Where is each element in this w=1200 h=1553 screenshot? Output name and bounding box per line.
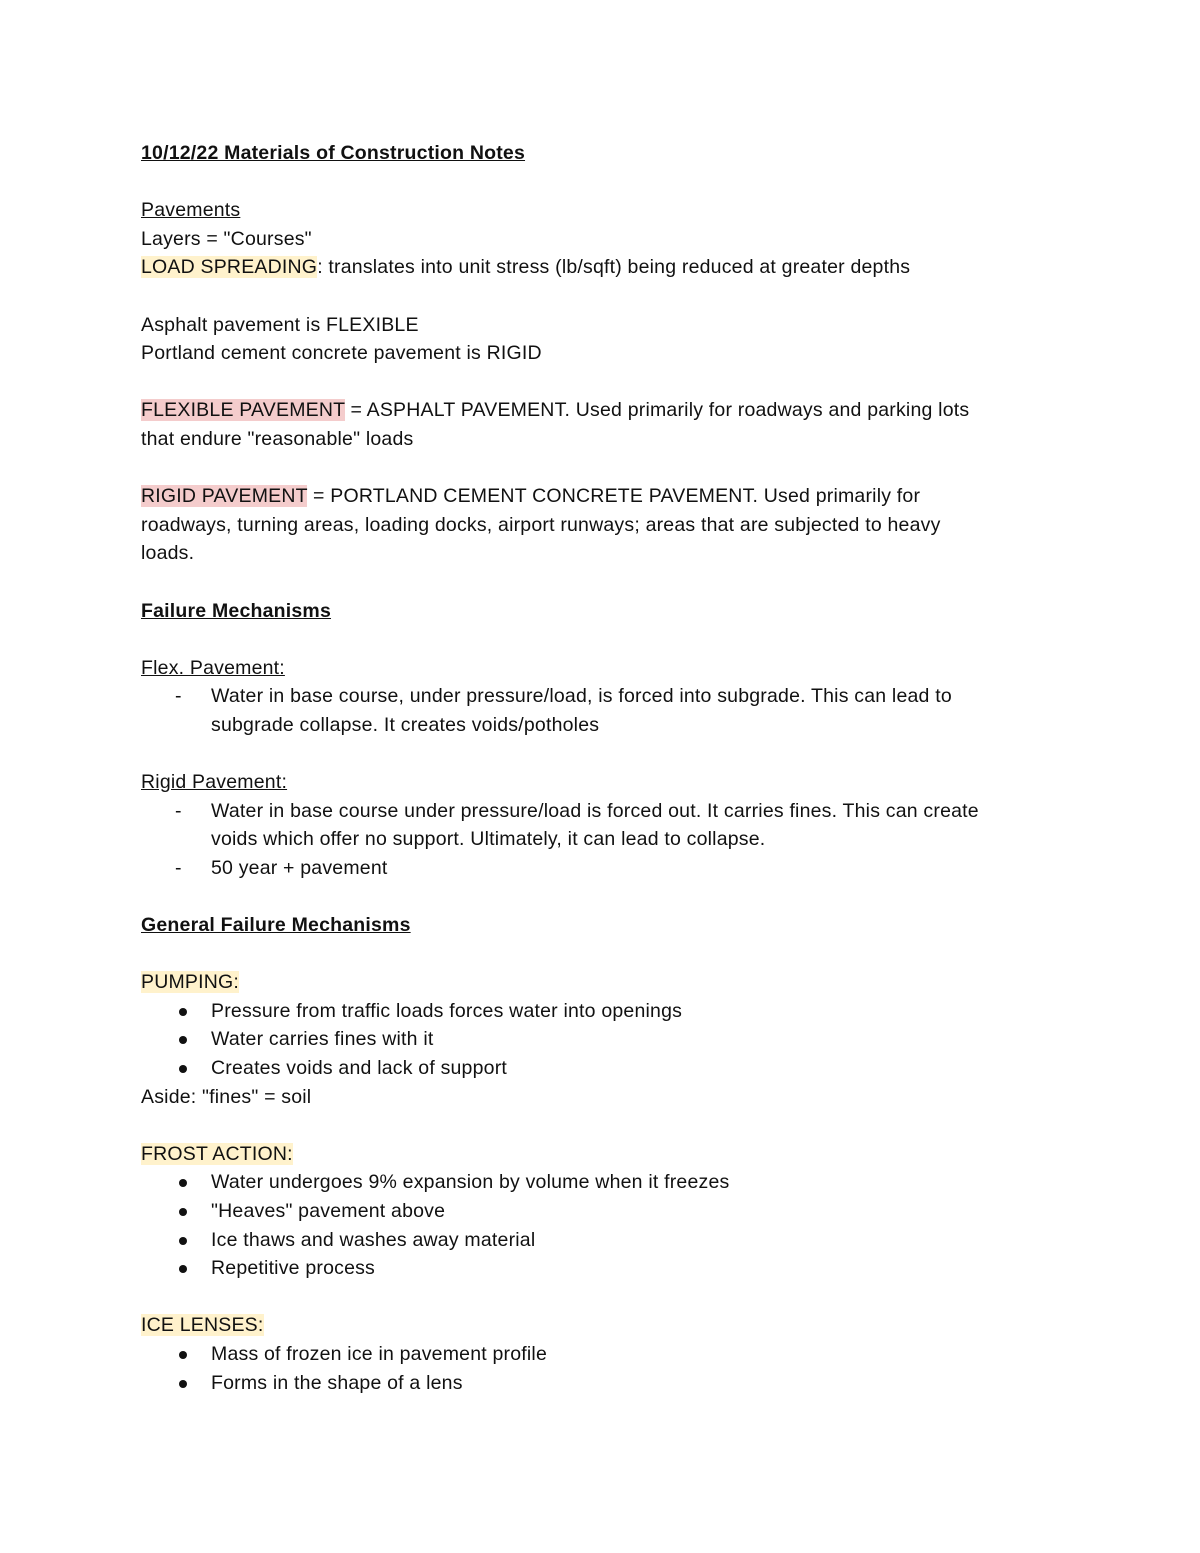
text: Forms in the shape of a lens: [211, 1371, 463, 1394]
text-line: loads.: [141, 542, 195, 565]
text: : translates into unit stress (lb/sqft) being reduced at greater depths: [317, 256, 911, 279]
bullet-icon: [179, 1208, 187, 1216]
bullet-item: [141, 1254, 1061, 1283]
bullet-item: [141, 1369, 1061, 1398]
text-line: Portland cement concrete pavement is RIGID: [141, 342, 542, 365]
text: 50 year + pavement: [211, 856, 388, 879]
text: Water in base course under pressure/load is forced out. It carries fines. This can create: [211, 799, 979, 822]
list-item: [141, 797, 1061, 826]
text-line: [141, 396, 1061, 425]
bullet-icon: [179, 1265, 187, 1273]
text: Water undergoes 9% expansion by volume when it freezes: [211, 1171, 730, 1194]
highlighted-term: FLEXIBLE PAVEMENT: [141, 399, 345, 422]
text: Water in base course, under pressure/load, is forced into subgrade. This can lead to: [211, 685, 952, 708]
document-title: 10/12/22 Materials of Construction Notes: [141, 142, 526, 164]
bullet-item: [141, 1054, 1061, 1083]
bullet-item: [141, 1197, 1061, 1226]
text-line: Asphalt pavement is FLEXIBLE: [141, 313, 419, 336]
text-line: that endure "reasonable" loads: [141, 427, 414, 450]
text-line: Layers = "Courses": [141, 227, 312, 250]
bullet-icon: [179, 1380, 187, 1388]
bullet-item: [141, 1025, 1061, 1054]
text: Water carries fines with it: [211, 1028, 434, 1051]
section-heading-failure: Failure Mechanisms: [141, 599, 332, 622]
bullet-item: [141, 997, 1061, 1026]
list-item: [141, 682, 1061, 711]
subheading-flex: Flex. Pavement:: [141, 656, 285, 679]
bullet-icon: [179, 1065, 187, 1073]
text: = PORTLAND CEMENT CONCRETE PAVEMENT. Used primarily for: [307, 485, 921, 508]
text-line: [141, 482, 1061, 511]
list-item-continued: voids which offer no support. Ultimately, it can lead to collapse.: [211, 828, 766, 851]
bullet-item: [141, 1168, 1061, 1197]
text-line: roadways, turning areas, loading docks, airport runways; areas that are subjected to heavy: [141, 513, 941, 536]
subheading-rigid: Rigid Pavement:: [141, 771, 288, 794]
section-heading-general: General Failure Mechanisms: [141, 914, 411, 937]
highlighted-label-pumping: PUMPING:: [141, 971, 240, 994]
text: Pressure from traffic loads forces water into openings: [211, 999, 683, 1022]
bullet-item: [141, 1340, 1061, 1369]
text: = ASPHALT PAVEMENT. Used primarily for roadways and parking lots: [344, 399, 970, 422]
bullet-item: [141, 1226, 1061, 1255]
section-heading-pavements: Pavements: [141, 199, 241, 222]
dash-marker: -: [175, 685, 182, 708]
text: Ice thaws and washes away material: [211, 1228, 536, 1251]
dash-marker: -: [175, 799, 182, 822]
bullet-icon: [179, 1237, 187, 1245]
text: Repetitive process: [211, 1257, 376, 1280]
text: Mass of frozen ice in pavement profile: [211, 1342, 548, 1365]
bullet-icon: [179, 1351, 187, 1359]
text: "Heaves" pavement above: [211, 1199, 446, 1222]
bullet-icon: [179, 1036, 187, 1044]
aside-text: Aside: "fines" = soil: [141, 1085, 312, 1108]
bullet-icon: [179, 1008, 187, 1016]
dash-marker: -: [175, 856, 182, 879]
text: Creates voids and lack of support: [211, 1057, 508, 1079]
document-body: [141, 139, 1061, 1397]
text-line: [141, 253, 1061, 282]
highlighted-label-frost: FROST ACTION:: [141, 1142, 293, 1165]
highlighted-term: RIGID PAVEMENT: [141, 485, 308, 508]
list-item-continued: subgrade collapse. It creates voids/potholes: [211, 713, 600, 736]
bullet-icon: [179, 1179, 187, 1187]
highlighted-term: LOAD SPREADING: [141, 256, 318, 279]
highlighted-label-ice: ICE LENSES:: [141, 1314, 264, 1337]
list-item: [141, 854, 1061, 883]
